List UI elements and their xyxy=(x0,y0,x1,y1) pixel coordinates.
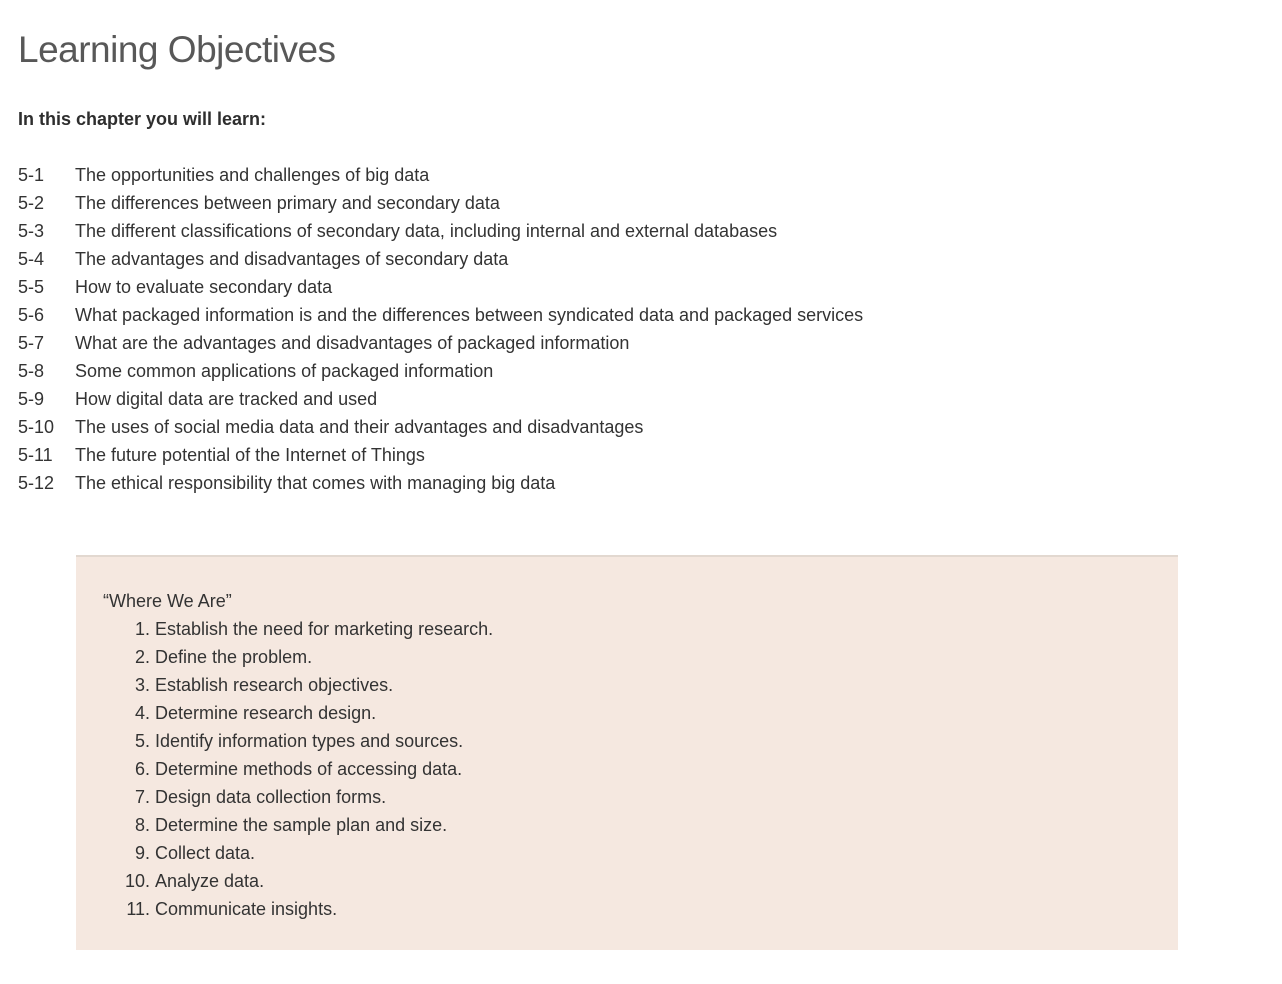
step-text: Design data collection forms. xyxy=(155,787,387,807)
page-title: Learning Objectives xyxy=(18,29,336,70)
step-item xyxy=(103,727,493,755)
step-item xyxy=(103,699,493,727)
objective-text: What are the advantages and disadvantages of packaged information xyxy=(75,333,630,353)
objective-number: 5-9 xyxy=(18,389,45,409)
step-number: 6. xyxy=(134,759,150,779)
step-text: Collect data. xyxy=(155,843,256,863)
step-number: 2. xyxy=(134,647,150,667)
objective-item xyxy=(18,357,863,385)
step-item xyxy=(103,839,493,867)
objective-number: 5-5 xyxy=(18,277,45,297)
objective-text: The ethical responsibility that comes with managing big data xyxy=(75,473,556,493)
objective-text: The differences between primary and secondary data xyxy=(75,193,500,213)
step-item xyxy=(103,671,493,699)
objective-number: 5-1 xyxy=(18,165,45,185)
objective-item xyxy=(18,385,863,413)
step-text: Communicate insights. xyxy=(155,899,338,919)
step-number: 8. xyxy=(134,815,150,835)
objective-item xyxy=(18,217,863,245)
objective-item xyxy=(18,245,863,273)
objective-text: The future potential of the Internet of Things xyxy=(75,445,425,465)
step-item xyxy=(103,783,493,811)
step-number: 4. xyxy=(134,703,150,723)
objective-item xyxy=(18,441,863,469)
objective-item xyxy=(18,301,863,329)
objective-text: Some common applications of packaged information xyxy=(75,361,494,381)
step-item xyxy=(103,811,493,839)
objective-number: 5-7 xyxy=(18,333,45,353)
objective-text: The different classifications of secondary data, including internal and external databases xyxy=(75,221,778,241)
objective-number: 5-4 xyxy=(18,249,45,269)
objective-item xyxy=(18,413,863,441)
objective-number: 5-10 xyxy=(18,417,55,437)
step-number: 5. xyxy=(134,731,150,751)
step-text: Establish the need for marketing research. xyxy=(155,619,494,639)
objective-item xyxy=(18,161,863,189)
step-number: 9. xyxy=(134,843,150,863)
step-number: 3. xyxy=(134,675,150,695)
intro-text: In this chapter you will learn: xyxy=(18,109,267,129)
objective-text: How digital data are tracked and used xyxy=(75,389,378,409)
step-text: Define the problem. xyxy=(155,647,313,667)
objective-number: 5-12 xyxy=(18,473,55,493)
objective-text: The uses of social media data and their advantages and disadvantages xyxy=(75,417,644,437)
step-number: 1. xyxy=(134,619,150,639)
objective-text: The opportunities and challenges of big data xyxy=(75,165,430,185)
step-text: Determine research design. xyxy=(155,703,377,723)
objective-item xyxy=(18,329,863,357)
objective-text: What packaged information is and the differences between syndicated data and packaged services xyxy=(75,305,864,325)
objective-number: 5-3 xyxy=(18,221,45,241)
research-steps-list xyxy=(103,615,493,923)
step-item xyxy=(103,867,493,895)
step-number: 7. xyxy=(134,787,150,807)
step-text: Determine methods of accessing data. xyxy=(155,759,463,779)
step-number: 11. xyxy=(126,899,150,919)
objective-item xyxy=(18,189,863,217)
objective-text: The advantages and disadvantages of secondary data xyxy=(75,249,509,269)
step-item xyxy=(103,615,493,643)
step-text: Determine the sample plan and size. xyxy=(155,815,448,835)
objective-number: 5-6 xyxy=(18,305,45,325)
where-we-are-box xyxy=(76,555,1178,950)
step-text: Establish research objectives. xyxy=(155,675,394,695)
objective-number: 5-2 xyxy=(18,193,45,213)
objective-text: How to evaluate secondary data xyxy=(75,277,333,297)
objective-item xyxy=(18,273,863,301)
step-number: 10. xyxy=(124,871,150,891)
step-item xyxy=(103,643,493,671)
where-we-are-title: “Where We Are” xyxy=(103,591,232,611)
step-text: Analyze data. xyxy=(155,871,265,891)
objective-number: 5-11 xyxy=(18,445,53,465)
step-text: Identify information types and sources. xyxy=(155,731,464,751)
step-item xyxy=(103,755,493,783)
objective-item xyxy=(18,469,863,497)
objective-number: 5-8 xyxy=(18,361,45,381)
step-item xyxy=(103,895,493,923)
objectives-list xyxy=(18,161,863,497)
